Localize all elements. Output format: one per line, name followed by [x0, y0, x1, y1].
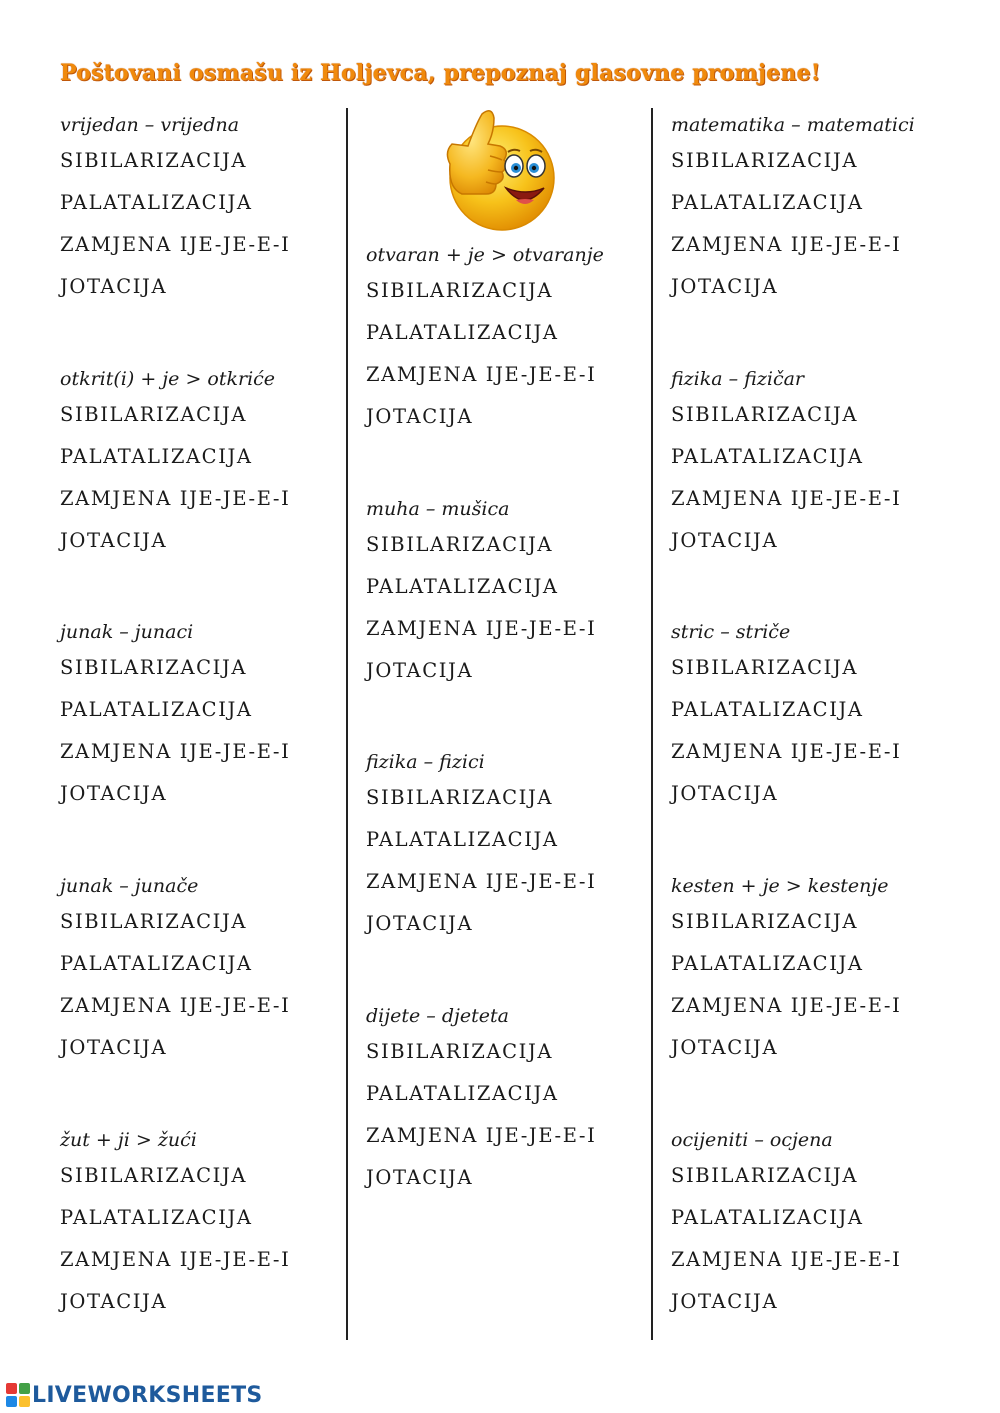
option-jotacija[interactable]: JOTACIJA: [60, 275, 168, 298]
option-palatalizacija[interactable]: PALATALIZACIJA: [671, 952, 864, 975]
option-sibilarizacija[interactable]: SIBILARIZACIJA: [671, 403, 859, 426]
exercise-item: [671, 364, 901, 562]
exercise-item: [671, 617, 901, 815]
word-pair: matematika – matematici: [671, 114, 915, 136]
option-zamjena-ije[interactable]: ZAMJENA IJE-JE-E-I: [60, 487, 291, 510]
option-palatalizacija[interactable]: PALATALIZACIJA: [671, 698, 864, 721]
option-zamjena-ije[interactable]: ZAMJENA IJE-JE-E-I: [366, 617, 597, 640]
option-zamjena-ije[interactable]: ZAMJENA IJE-JE-E-I: [366, 363, 597, 386]
option-sibilarizacija[interactable]: SIBILARIZACIJA: [671, 910, 859, 933]
option-jotacija[interactable]: JOTACIJA: [60, 529, 168, 552]
option-zamjena-ije[interactable]: ZAMJENA IJE-JE-E-I: [60, 1248, 291, 1271]
option-sibilarizacija[interactable]: SIBILARIZACIJA: [671, 656, 859, 679]
option-sibilarizacija[interactable]: SIBILARIZACIJA: [60, 910, 248, 933]
option-palatalizacija[interactable]: PALATALIZACIJA: [60, 952, 253, 975]
exercise-item: [366, 494, 596, 692]
liveworksheets-logo-icon: [6, 1383, 30, 1407]
column-divider-right: [651, 108, 653, 1340]
option-palatalizacija[interactable]: PALATALIZACIJA: [60, 698, 253, 721]
exercise-item: [60, 364, 290, 562]
option-palatalizacija[interactable]: PALATALIZACIJA: [671, 1206, 864, 1229]
option-zamjena-ije[interactable]: ZAMJENA IJE-JE-E-I: [60, 740, 291, 763]
option-jotacija[interactable]: JOTACIJA: [671, 529, 779, 552]
option-sibilarizacija[interactable]: SIBILARIZACIJA: [60, 1164, 248, 1187]
option-sibilarizacija[interactable]: SIBILARIZACIJA: [60, 656, 248, 679]
word-pair: stric – striče: [671, 621, 791, 643]
word-pair: žut + ji > žući: [60, 1129, 197, 1151]
exercise-item: [366, 747, 596, 945]
exercise-item: [60, 110, 290, 308]
exercise-item: [366, 1001, 596, 1199]
option-zamjena-ije[interactable]: ZAMJENA IJE-JE-E-I: [60, 233, 291, 256]
option-sibilarizacija[interactable]: SIBILARIZACIJA: [366, 279, 554, 302]
exercise-item: [671, 871, 901, 1069]
option-palatalizacija[interactable]: PALATALIZACIJA: [60, 445, 253, 468]
option-zamjena-ije[interactable]: ZAMJENA IJE-JE-E-I: [671, 994, 902, 1017]
option-palatalizacija[interactable]: PALATALIZACIJA: [366, 1082, 559, 1105]
option-zamjena-ije[interactable]: ZAMJENA IJE-JE-E-I: [60, 994, 291, 1017]
option-zamjena-ije[interactable]: ZAMJENA IJE-JE-E-I: [671, 233, 902, 256]
option-sibilarizacija[interactable]: SIBILARIZACIJA: [366, 786, 554, 809]
word-pair: dijete – djeteta: [366, 1005, 509, 1027]
exercise-item: [671, 1125, 901, 1323]
option-jotacija[interactable]: JOTACIJA: [671, 1290, 779, 1313]
option-jotacija[interactable]: JOTACIJA: [671, 782, 779, 805]
option-sibilarizacija[interactable]: SIBILARIZACIJA: [60, 403, 248, 426]
option-jotacija[interactable]: JOTACIJA: [671, 1036, 779, 1059]
option-palatalizacija[interactable]: PALATALIZACIJA: [366, 321, 559, 344]
exercise-item: [60, 1125, 290, 1323]
exercise-item: [60, 617, 290, 815]
exercise-item: [671, 110, 915, 308]
option-palatalizacija[interactable]: PALATALIZACIJA: [671, 191, 864, 214]
option-sibilarizacija[interactable]: SIBILARIZACIJA: [671, 1164, 859, 1187]
option-jotacija[interactable]: JOTACIJA: [366, 912, 474, 935]
thumbs-up-smiley-icon: [430, 104, 566, 234]
word-pair: vrijedan – vrijedna: [60, 114, 240, 136]
option-jotacija[interactable]: JOTACIJA: [366, 1166, 474, 1189]
option-palatalizacija[interactable]: PALATALIZACIJA: [671, 445, 864, 468]
page-title: Poštovani osmašu iz Holjevca, prepoznaj glasovne promjene!: [60, 60, 821, 86]
exercise-item: [366, 240, 604, 438]
word-pair: junak – junače: [60, 875, 199, 897]
option-zamjena-ije[interactable]: ZAMJENA IJE-JE-E-I: [671, 740, 902, 763]
word-pair: otvaran + je > otvaranje: [366, 244, 604, 266]
option-sibilarizacija[interactable]: SIBILARIZACIJA: [366, 533, 554, 556]
word-pair: otkrit(i) + je > otkriće: [60, 368, 276, 390]
word-pair: junak – junaci: [60, 621, 194, 643]
option-jotacija[interactable]: JOTACIJA: [60, 1036, 168, 1059]
option-zamjena-ije[interactable]: ZAMJENA IJE-JE-E-I: [366, 870, 597, 893]
option-jotacija[interactable]: JOTACIJA: [366, 405, 474, 428]
word-pair: muha – mušica: [366, 498, 510, 520]
option-palatalizacija[interactable]: PALATALIZACIJA: [60, 191, 253, 214]
word-pair: fizika – fizici: [366, 751, 485, 773]
word-pair: fizika – fizičar: [671, 368, 804, 390]
option-sibilarizacija[interactable]: SIBILARIZACIJA: [60, 149, 248, 172]
option-palatalizacija[interactable]: PALATALIZACIJA: [366, 828, 559, 851]
word-pair: kesten + je > kestenje: [671, 875, 889, 897]
option-jotacija[interactable]: JOTACIJA: [366, 659, 474, 682]
option-sibilarizacija[interactable]: SIBILARIZACIJA: [671, 149, 859, 172]
option-zamjena-ije[interactable]: ZAMJENA IJE-JE-E-I: [671, 487, 902, 510]
option-jotacija[interactable]: JOTACIJA: [671, 275, 779, 298]
exercise-item: [60, 871, 290, 1069]
option-palatalizacija[interactable]: PALATALIZACIJA: [60, 1206, 253, 1229]
option-palatalizacija[interactable]: PALATALIZACIJA: [366, 575, 559, 598]
column-divider-left: [346, 108, 348, 1340]
footer-logo-text: LIVEWORKSHEETS: [32, 1382, 263, 1408]
option-jotacija[interactable]: JOTACIJA: [60, 1290, 168, 1313]
footer-logo[interactable]: [6, 1380, 263, 1410]
option-zamjena-ije[interactable]: ZAMJENA IJE-JE-E-I: [671, 1248, 902, 1271]
option-zamjena-ije[interactable]: ZAMJENA IJE-JE-E-I: [366, 1124, 597, 1147]
option-jotacija[interactable]: JOTACIJA: [60, 782, 168, 805]
option-sibilarizacija[interactable]: SIBILARIZACIJA: [366, 1040, 554, 1063]
word-pair: ocijeniti – ocjena: [671, 1129, 833, 1151]
